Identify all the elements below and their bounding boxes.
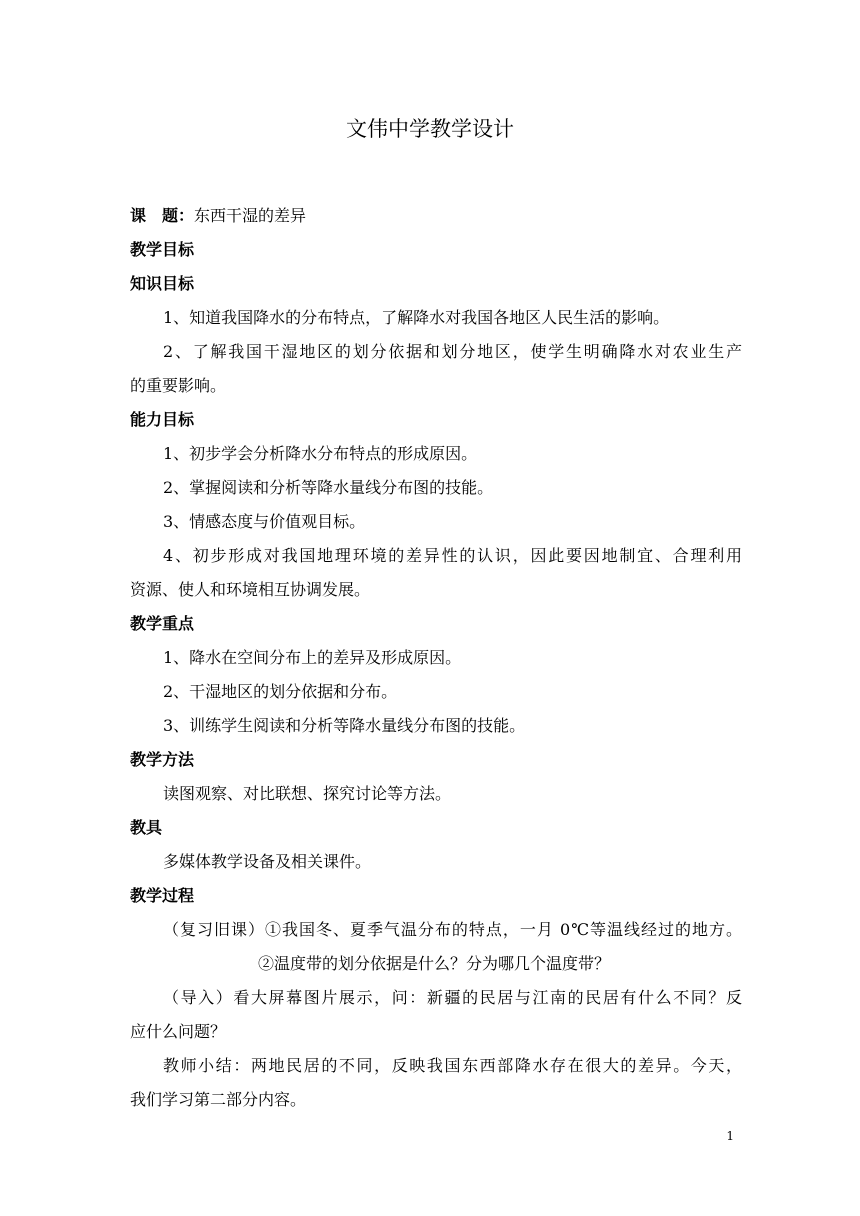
- ability-item-4-line-1: 4、初步形成对我国地理环境的差异性的认识，因此要因地制宜、合理利用: [163, 546, 742, 565]
- process-review-line-2: ②温度带的划分依据是什么？分为哪几个温度带？: [258, 954, 611, 973]
- tools-text: 多媒体教学设备及相关课件。: [163, 852, 372, 871]
- process-intro-line-1: （导入）看大屏幕图片展示，问：新疆的民居与江南的民居有什么不同？反: [163, 988, 742, 1007]
- methods-text: 读图观察、对比联想、探究讨论等方法。: [163, 784, 452, 803]
- process-review-line-1: （复习旧课）①我国冬、夏季气温分布的特点，一月 0℃等温线经过的地方。: [163, 920, 742, 939]
- course-value: 东西干湿的差异: [194, 206, 307, 225]
- ability-item-2: 2、掌握阅读和分析等降水量线分布图的技能。: [163, 478, 494, 497]
- ability-item-1: 1、初步学会分析降水分布特点的形成原因。: [163, 444, 478, 463]
- heading-ability-goals: 能力目标: [130, 410, 195, 429]
- heading-process: 教学过程: [130, 886, 195, 905]
- key-item-3: 3、训练学生阅读和分析等降水量线分布图的技能。: [163, 716, 526, 735]
- key-item-2: 2、干湿地区的划分依据和分布。: [163, 682, 398, 701]
- ability-item-3: 3、情感态度与价值观目标。: [163, 512, 366, 531]
- heading-tools: 教具: [130, 818, 163, 837]
- heading-methods: 教学方法: [130, 750, 195, 769]
- process-intro-line-2: 应什么问题？: [130, 1022, 227, 1041]
- knowledge-item-2-line-2: 的重要影响。: [130, 376, 227, 395]
- process-summary-line-1: 教师小结：两地民居的不同，反映我国东西部降水存在很大的差异。今天，: [163, 1056, 742, 1075]
- heading-knowledge-goals: 知识目标: [130, 274, 195, 293]
- heading-key-points: 教学重点: [130, 614, 195, 633]
- course-label: 课 题：: [130, 206, 195, 225]
- knowledge-item-1: 1、知道我国降水的分布特点，了解降水对我国各地区人民生活的影响。: [163, 308, 670, 327]
- heading-teaching-goals: 教学目标: [130, 240, 195, 259]
- page-title: 文伟中学教学设计: [346, 117, 514, 141]
- knowledge-item-2-line-1: 2、了解我国干湿地区的划分依据和划分地区，使学生明确降水对农业生产: [163, 342, 742, 361]
- key-item-1: 1、降水在空间分布上的差异及形成原因。: [163, 648, 462, 667]
- ability-item-4-line-2: 资源、使人和环境相互协调发展。: [130, 580, 371, 599]
- process-summary-line-2: 我们学习第二部分内容。: [130, 1090, 307, 1109]
- page-number: 1: [726, 1129, 734, 1143]
- document-body: [130, 199, 742, 1117]
- course-line: [130, 199, 742, 233]
